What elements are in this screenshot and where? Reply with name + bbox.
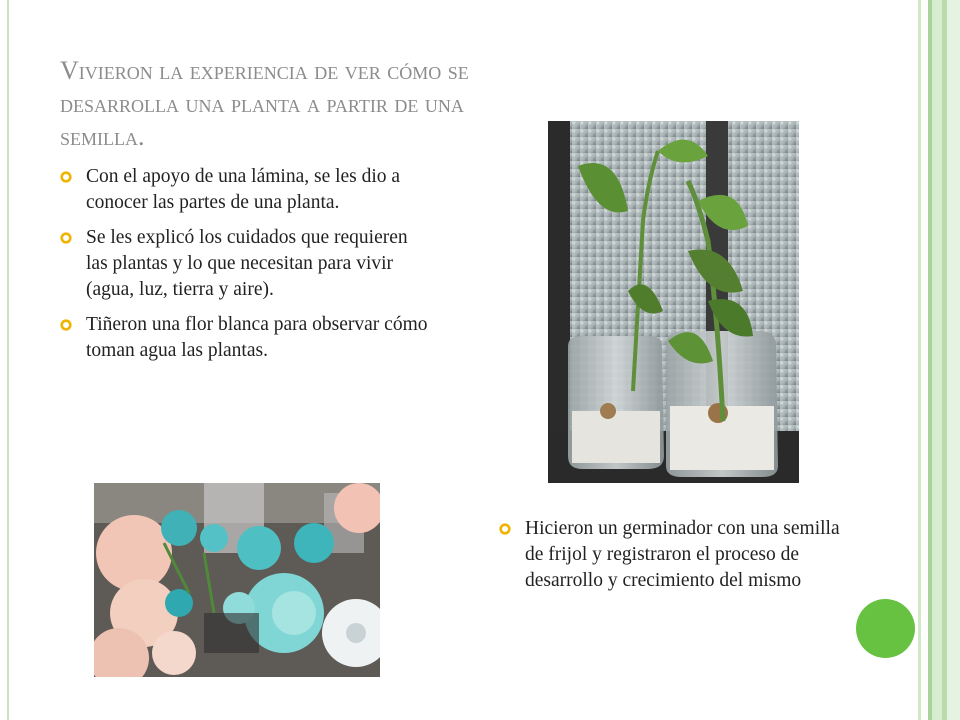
right-stripe [947,0,960,720]
bean-germinator-photo [548,121,799,483]
list-item [60,225,430,303]
bullet-text: Hicieron un germinador con una semilla de frijol y registraron el proceso de desarrollo y crecimiento del mismo [525,518,840,591]
list-item [60,312,430,364]
bullet-text: Se les explicó los cuidados que requieren las plantas y lo que necesitan para vivir (agua, luz, tierra y aire). [86,227,408,300]
slide-title: Vivieron la experiencia de ver cómo se desarrolla una planta a partir de una semilla. [60,56,469,151]
right-bullet-list [499,516,849,603]
list-item [60,164,430,216]
bullet-text: Tiñeron una flor blanca para observar cómo toman agua las plantas. [86,314,428,361]
left-bullet-list [60,164,430,373]
bullet-icon [60,232,72,244]
dyed-flowers-photo [94,483,380,677]
right-stripe [918,0,921,720]
bullet-icon [60,319,72,331]
left-frame-line [7,0,9,720]
right-stripe [932,0,942,720]
bullet-icon [499,523,511,535]
bullet-text: Con el apoyo de una lámina, se les dio a conocer las partes de una planta. [86,166,401,213]
green-circle-decoration [856,599,915,658]
bullet-icon [60,171,72,183]
list-item [499,516,849,594]
